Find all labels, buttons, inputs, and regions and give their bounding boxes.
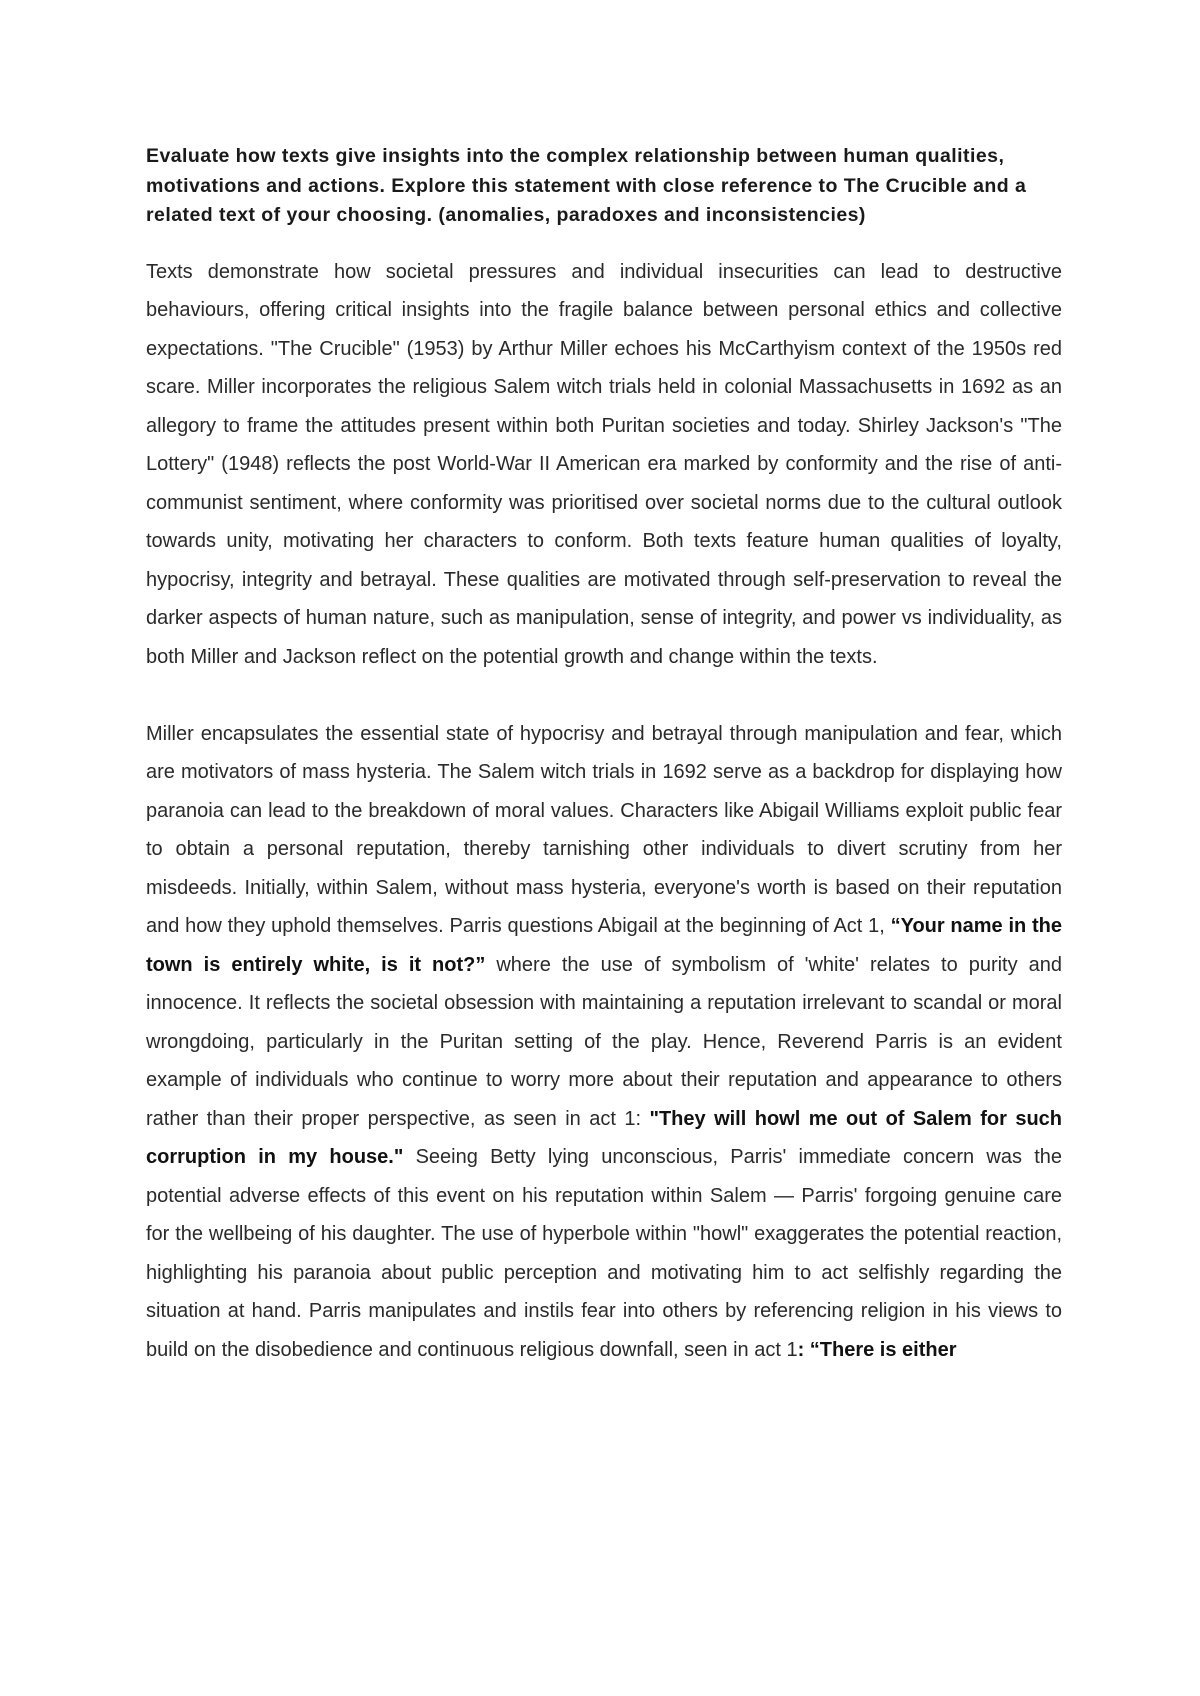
introduction-paragraph: Texts demonstrate how societal pressures and individual insecurities can lead to destructive behaviours, offering critical insights into the fragile balance between personal ethics and collective expectations. "The Crucible" (1953) by Arthur Miller echoes his McCarthyism context of the 1950s red scare. Miller incorporates the religious Salem witch trials held in colonial Massachusetts in 1692 as an allegory to frame the attitudes present within both Puritan societies and today. Shirley Jackson's "The Lottery" (1948) reflects the post World-War II American era marked by conformity and the rise of anti-communist sentiment, where conformity was prioritised over societal norms due to the cultural outlook towards unity, motivating her characters to conform. Both texts feature human qualities of loyalty, hypocrisy, integrity and betrayal. These qualities are motivated through self-preservation to reveal the darker aspects of human nature, such as manipulation, sense of integrity, and power vs individuality, as both Miller and Jackson reflect on the potential growth and change within the texts.: [146, 260, 1062, 668]
body-text-part3: Seeing Betty lying unconscious, Parris' immediate concern was the potential adverse effects of this event on his reputation within Salem — Parris' forgoing genuine care for the wellbeing of his daughter. The use of hyperbole within "howl" exaggerates the potential reaction, highlighting his paranoia about public perception and motivating him to act selfishly regarding the situation at hand. Parris manipulates and instils fear into others by referencing religion in his views to build on the disobedience and continuous religious downfall, seen in act 1: [146, 1146, 1062, 1361]
body-paragraph: [146, 715, 1062, 1370]
body-text-part2: where the use of symbolism of 'white' relates to purity and innocence. It reflects the societal obsession with maintaining a reputation irrelevant to scandal or moral wrongdoing, particularly in the Puritan setting of the play. Hence, Reverend Parris is an evident example of individuals who continue to worry more about their reputation and appearance to others rather than their proper perspective, as seen in act 1:: [146, 953, 1062, 1130]
body-text-part1: Miller encapsulates the essential state of hypocrisy and betrayal through manipulation and fear, which are motivators of mass hysteria. The Salem witch trials in 1692 serve as a backdrop for displaying how paranoia can lead to the breakdown of moral values. Characters like Abigail Williams exploit public fear to obtain a personal reputation, thereby tarnishing other individuals to divert scrutiny from her misdeeds. Initially, within Salem, without mass hysteria, everyone's worth is based on their reputation and how they uphold themselves. Parris questions Abigail at the beginning of Act 1,: [146, 722, 1062, 937]
quote-abigail-reputation: “Your name in the town is entirely white, is it not?”: [146, 915, 1062, 976]
quote-howl-me-out: "They will howl me out of Salem for such corruption in my house.": [146, 1107, 1062, 1168]
document-page: [146, 142, 1062, 1369]
quote-there-is-either: : “There is either: [797, 1338, 957, 1361]
essay-question-heading: Evaluate how texts give insights into the complex relationship between human qualities, motivations and actions. Explore this statement with close reference to The Crucible and a related text of your choosing. (anomalies, paradoxes and inconsistencies): [146, 145, 1027, 226]
